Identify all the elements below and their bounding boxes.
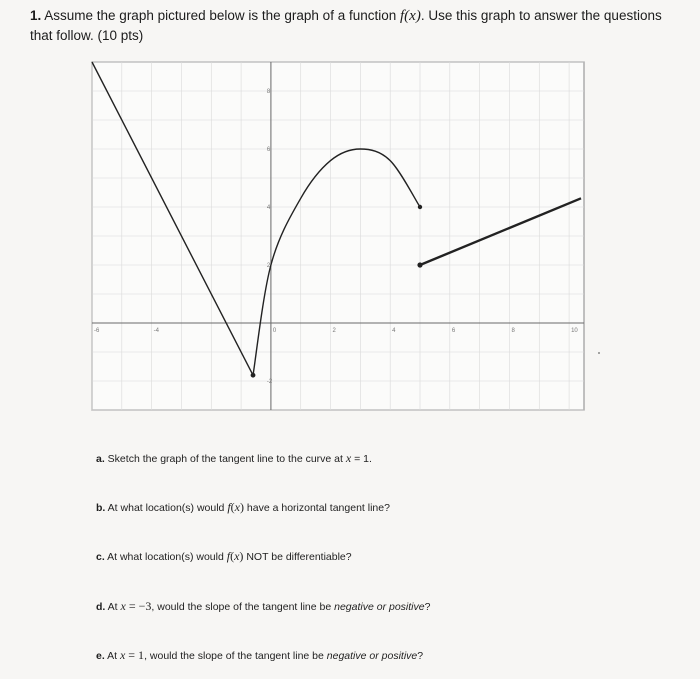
function-notation: f(x) xyxy=(400,8,421,24)
question-label: e. xyxy=(96,650,105,662)
x-tick-label: -4 xyxy=(153,328,159,334)
question-a xyxy=(96,451,372,466)
question-text: At xyxy=(104,650,120,662)
question-b xyxy=(96,500,390,515)
question-text: At what location(s) would xyxy=(104,551,227,563)
question-text: At what location(s) would xyxy=(105,502,228,514)
question-text: x xyxy=(345,451,352,465)
question-text: Sketch the graph of the tangent line to the curve at xyxy=(104,453,346,465)
x-tick-label: 0 xyxy=(272,328,277,334)
question-text: ? xyxy=(424,601,431,613)
y-tick-label: 6 xyxy=(266,147,271,153)
question-text: x xyxy=(234,549,240,563)
y-tick-label: 8 xyxy=(266,89,271,95)
question-text: ) xyxy=(240,500,244,514)
question-label: c. xyxy=(96,551,105,563)
question-text: negative or positive xyxy=(334,601,425,613)
x-tick-label: 8 xyxy=(511,328,515,334)
question-text: ( xyxy=(230,549,235,563)
question-text: ( xyxy=(230,500,235,514)
question-c xyxy=(96,549,352,564)
problem-text-2: . Use this graph to answer the questions xyxy=(420,8,662,23)
question-d xyxy=(96,599,430,614)
problem-statement xyxy=(30,6,690,46)
question-label: a. xyxy=(96,453,105,465)
speck xyxy=(598,352,600,354)
question-text: x xyxy=(120,599,126,613)
x-tick-label: 10 xyxy=(571,328,578,334)
y-tick-label: 2 xyxy=(266,263,271,269)
question-label: d. xyxy=(96,601,106,613)
x-tick-label: 2 xyxy=(332,328,336,334)
question-text: f xyxy=(227,500,231,514)
endpoint-dot xyxy=(418,205,422,209)
question-text: = 1 xyxy=(125,648,145,662)
y-tick-label: -2 xyxy=(266,379,273,385)
function-graph xyxy=(88,58,588,414)
x-tick-label: -6 xyxy=(94,328,100,334)
question-text: = −3 xyxy=(125,599,152,613)
question-text: x xyxy=(119,648,126,662)
question-text: NOT be differentiable? xyxy=(243,551,352,563)
question-text: have a horizontal tangent line? xyxy=(244,502,390,514)
question-label: b. xyxy=(96,502,106,514)
problem-text-1: Assume the graph pictured below is the graph of a function xyxy=(41,8,400,23)
question-e xyxy=(96,648,423,663)
y-tick-label: 4 xyxy=(266,205,271,211)
vertex-dot xyxy=(251,373,256,378)
question-text: ) xyxy=(239,549,244,563)
x-tick-label: 4 xyxy=(392,328,396,334)
question-text: , would the slope of the tangent line be xyxy=(144,650,327,662)
endpoint-dot xyxy=(417,262,422,267)
question-text: , would the slope of the tangent line be xyxy=(151,601,335,613)
problem-number: 1. xyxy=(30,8,42,23)
question-text: At xyxy=(105,601,121,613)
question-text: = 1. xyxy=(351,453,372,465)
question-text: ? xyxy=(417,650,424,662)
graph-svg xyxy=(88,58,588,414)
problem-text-3: that follow. (10 pts) xyxy=(30,28,144,43)
question-text: negative or positive xyxy=(326,650,418,662)
x-tick-label: 6 xyxy=(451,328,456,334)
question-text: f xyxy=(226,549,231,563)
question-text: x xyxy=(234,500,240,514)
